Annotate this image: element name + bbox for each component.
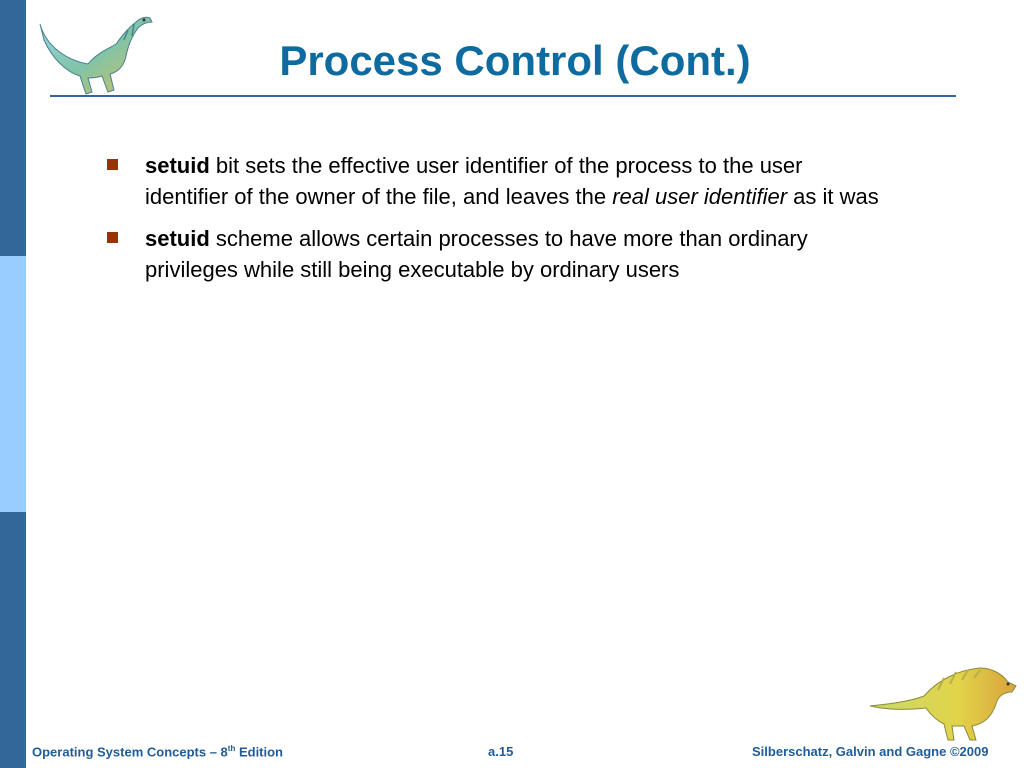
dinosaur-icon: [868, 660, 1018, 742]
side-bar-bottom-segment: [0, 512, 26, 768]
square-bullet-icon: [107, 232, 118, 243]
side-color-bar: [0, 0, 26, 768]
bullet-text-end: as it was: [787, 184, 879, 209]
footer-title-prefix: Operating System Concepts – 8: [32, 744, 228, 760]
footer-title-superscript: th: [227, 744, 236, 753]
bullet-term: setuid: [145, 153, 210, 178]
bullet-item: [106, 223, 886, 285]
bullet-item: [106, 150, 886, 212]
bullet-text: bit sets the effective user identifier of the process to the user identifier of the owner of the file, and leaves the: [145, 153, 803, 209]
bullet-list: [106, 150, 886, 296]
side-bar-top-segment: [0, 0, 26, 256]
footer-book-title: [32, 744, 283, 759]
bullet-emphasis: real user identifier: [612, 184, 788, 209]
bullet-text: scheme allows certain processes to have more than ordinary privileges while still being executable by ordinary users: [145, 226, 808, 282]
square-bullet-icon: [107, 159, 118, 170]
footer-page-number: a.15: [488, 744, 514, 759]
bullet-term: setuid: [145, 226, 210, 251]
dinosaur-icon: [36, 6, 158, 96]
side-bar-middle-segment: [0, 256, 26, 512]
title-underline: [50, 95, 956, 97]
slide-title: Process Control (Cont.): [279, 37, 751, 84]
footer-copyright: Silberschatz, Galvin and Gagne ©2009: [752, 744, 989, 759]
footer-title-suffix: Edition: [235, 744, 284, 760]
